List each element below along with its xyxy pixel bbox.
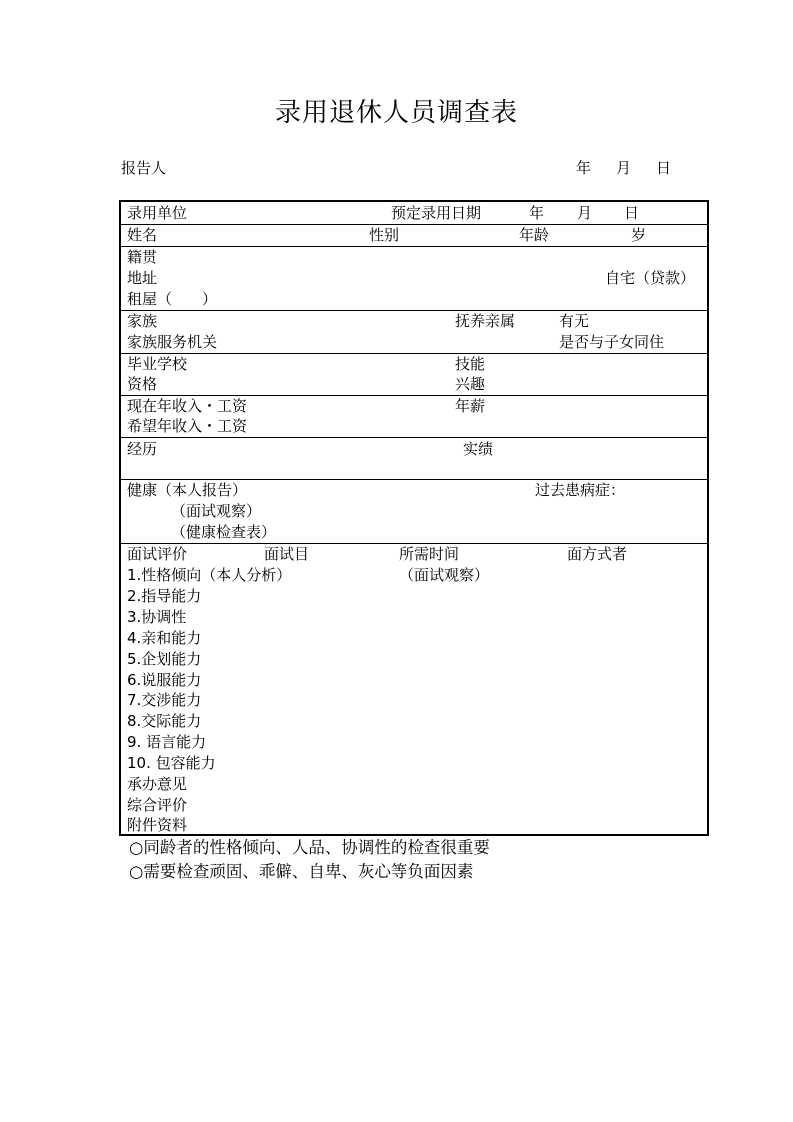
evaluation-item: 2.指导能力 — [127, 587, 202, 605]
evaluation-item: 附件资料 — [127, 816, 188, 834]
age-label: 年龄 — [519, 226, 550, 244]
dependents-label: 抚养亲属 — [455, 312, 516, 330]
evaluation-item: 承办意见 — [127, 775, 188, 793]
employ-year-label: 年 — [529, 204, 545, 222]
document-title: 录用退休人员调查表 — [274, 98, 518, 128]
address-label: 地址 — [127, 269, 158, 287]
note-line: ○同龄者的性格倾向、人品、协调性的检查很重要 — [129, 838, 490, 857]
reporter-label: 报告人 — [121, 159, 167, 177]
school-label: 毕业学校 — [127, 355, 188, 373]
evaluation-item: 10. 包容能力 — [127, 754, 216, 772]
age-unit-label: 岁 — [631, 226, 647, 244]
evaluation-item: 7.交涉能力 — [127, 691, 202, 709]
evaluation-item: 综合评价 — [127, 796, 188, 814]
health-interview-obs-label: （面试观察） — [171, 502, 262, 520]
evaluation-interview-obs-label: （面试观察） — [399, 566, 490, 584]
row-divider — [121, 543, 707, 544]
row-divider — [121, 479, 707, 480]
evaluation-item: 3.协调性 — [127, 608, 187, 626]
evaluation-item: 9. 语言能力 — [127, 733, 207, 751]
history-label: 经历 — [127, 440, 158, 458]
row-divider — [121, 437, 707, 438]
note-line: ○需要检查顽固、乖僻、自卑、灰心等负面因素 — [129, 862, 474, 881]
row-divider — [121, 246, 707, 247]
employ-month-label: 月 — [577, 204, 593, 222]
employer-label: 录用单位 — [127, 204, 188, 222]
native-place-label: 籍贯 — [127, 248, 158, 266]
rented-label: 租屋（ ） — [127, 290, 218, 308]
evaluation-item: 5.企划能力 — [127, 650, 202, 668]
has-or-not-label: 有无 — [559, 312, 590, 330]
row-divider — [121, 224, 707, 225]
achievements-label: 实绩 — [463, 440, 494, 458]
evaluation-item: 8.交际能力 — [127, 712, 202, 730]
health-checkup-label: （健康检查表） — [171, 523, 277, 541]
own-home-label: 自宅（贷款） — [605, 269, 696, 287]
row-divider — [121, 353, 707, 354]
evaluation-label: 面试评价 — [127, 545, 188, 563]
evaluation-item: 1.性格倾向（本人分析） — [127, 566, 292, 584]
header-day-label: 日 — [656, 159, 672, 177]
gender-label: 性别 — [369, 226, 400, 244]
time-required-label: 所需时间 — [399, 545, 460, 563]
evaluation-item: 4.亲和能力 — [127, 629, 202, 647]
employ-day-label: 日 — [624, 204, 640, 222]
hobbies-label: 兴趣 — [455, 375, 486, 393]
survey-form-table — [119, 200, 709, 836]
interview-date-label: 面试目 — [264, 545, 310, 563]
header-month-label: 月 — [616, 159, 632, 177]
health-self-report-label: 健康（本人报告） — [127, 481, 248, 499]
live-with-children-label: 是否与子女同住 — [559, 333, 665, 351]
header-year-label: 年 — [576, 159, 592, 177]
family-employer-label: 家族服务机关 — [127, 333, 218, 351]
expected-income-label: 希望年收入・工资 — [127, 417, 248, 435]
family-label: 家族 — [127, 312, 158, 330]
row-divider — [121, 395, 707, 396]
skills-label: 技能 — [455, 355, 486, 373]
annual-salary-label: 年薪 — [455, 397, 486, 415]
row-divider — [121, 310, 707, 311]
past-illness-label: 过去患病症： — [535, 481, 626, 499]
name-label: 姓名 — [127, 226, 158, 244]
current-income-label: 现在年收入・工资 — [127, 397, 248, 415]
qualification-label: 资格 — [127, 375, 158, 393]
interviewer-label: 面方式者 — [567, 545, 628, 563]
evaluation-item: 6.说服能力 — [127, 671, 202, 689]
scheduled-date-label: 预定录用日期 — [391, 204, 482, 222]
